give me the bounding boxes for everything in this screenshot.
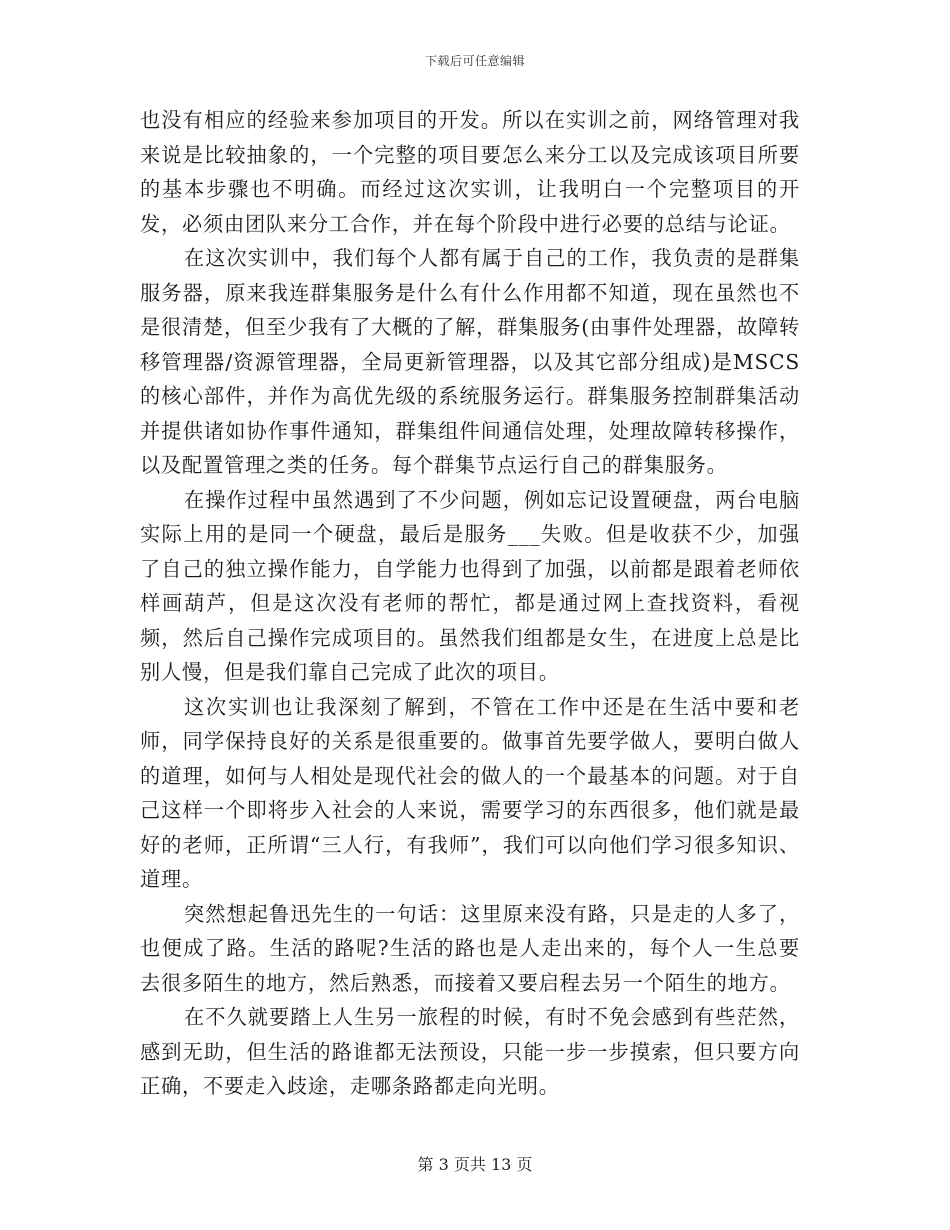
paragraph-operation-problems: 在操作过程中虽然遇到了不少问题，例如忘记设置硬盘，两台电脑实际上用的是同一个硬盘，最后是服务___失败。但是收获不少，加强了自己的独立操作能力，自学能力也得到了加强，以前都是跟着老师依样画葫芦，但是这次没有老师的帮忙，都是通过网上查找资料，看视频，然后自己操作完成项目的。虽然我们组都是女生，在进度上总是比别人慢，但是我们靠自己完成了此次的项目。 — [140, 487, 800, 684]
paragraph-lu-xun-quote: 突然想起鲁迅先生的一句话：这里原来没有路，只是走的人多了，也便成了路。生活的路呢?生活的路也是人走出来的，每个人一生总要去很多陌生的地方，然后熟悉，而接着又要启程去另一个陌生的地方。 — [140, 901, 800, 995]
document-body — [140, 103, 800, 1104]
page-number-footer: 第 3 页共 13 页 — [417, 1155, 533, 1174]
paragraph-life-journey: 在不久就要踏上人生另一旅程的时候，有时不免会感到有些茫然，感到无助，但生活的路谁都无法预设，只能一步一步摸索，但只要方向正确，不要走入歧途，走哪条路都走向光明。 — [140, 1005, 800, 1098]
paragraph-continued: 也没有相应的经验来参加项目的开发。所以在实训之前，网络管理对我来说是比较抽象的，一个完整的项目要怎么来分工以及完成该项目所要的基本步骤也不明确。而经过这次实训，让我明白一个完整项目的开发，必须由团队来分工合作，并在每个阶段中进行必要的总结与论证。 — [140, 108, 800, 236]
page-header: 下载后可任意编辑 — [424, 54, 525, 68]
paragraph-cluster-service: 在这次实训中，我们每个人都有属于自己的工作，我负责的是群集服务器，原来我连群集服务是什么有什么作用都不知道，现在虽然也不是很清楚，但至少我有了大概的了解，群集服务(由事件处理器，故障转移管理器/资源管理器，全局更新管理器，以及其它部分组成)是MSCS的核心部件，并作为高优先级的系统服务运行。群集服务控制群集活动并提供诸如协作事件通知，群集组件间通信处理，处理故障转移操作，以及配置管理之类的任务。每个群集节点运行自己的群集服务。 — [140, 246, 800, 477]
paragraph-relationships: 这次实训也让我深刻了解到，不管在工作中还是在生活中要和老师，同学保持良好的关系是很重要的。做事首先要学做人，要明白做人的道理，如何与人相处是现代社会的做人的一个最基本的问题。对于自己这样一个即将步入社会的人来说，需要学习的东西很多，他们就是最好的老师，正所谓“三人行，有我师”，我们可以向他们学习很多知识、道理。 — [140, 694, 800, 891]
